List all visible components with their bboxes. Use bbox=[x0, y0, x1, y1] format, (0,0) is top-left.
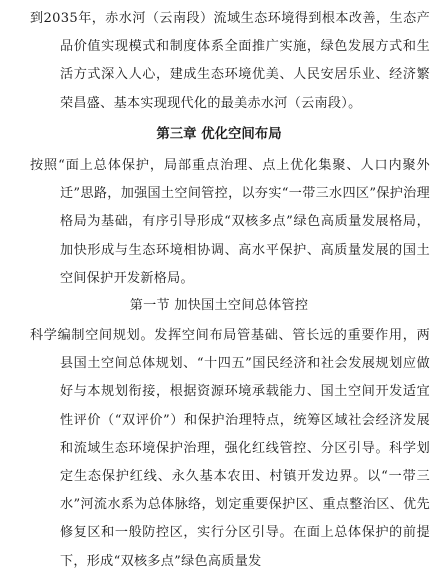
paragraph-spatial-planning: 科学编制空间规划。发挥空间布局管基础、管长远的重要作用，两县国土空间总体规划、“十四五”国民经济和社会发展规划应做好与本规划衔接，根据资源环境承载能力、国土空间开发适宜性评价（“双评价”）和保护治理特点，统筹区域社会经济发展和流域生态环境保护治理，强化红线管控、分区引导。科学划定生态保护红线、永久基本农田、村镇开发边界。以“一带三水”河流水系为总体脉络，划定重要保护区、重点整治区、优先修复区和一般防控区，实行分区引导。在面上总体保护的前提下，形成“双核多点”绿色高质量发 bbox=[30, 328, 430, 569]
paragraph-spatial-layout: 按照“面上总体保护，局部重点治理、点上优化集聚、人口内聚外迁”思路，加强国土空间管控，以夯实“一带三水四区”保护治理格局为基础，有序引导形成“双核多点”绿色高质量发展格局，加快形成与生态环境相协调、高水平保护、高质量发展的国土空间保护开发新格局。 bbox=[30, 158, 430, 286]
paragraph-2035-goal: 到2035年，赤水河（云南段）流域生态环境得到根本改善，生态产品价值实现模式和制度体系全面推广实施，绿色发展方式和生活方式深入人心，建成生态环境优美、人民安居乐业、经济繁荣昌盛、基本实现现代化的最美赤水河（云南段）。 bbox=[30, 11, 430, 111]
chapter-title: 第三章 优化空间布局 bbox=[156, 127, 282, 142]
section-title: 第一节 加快国土空间总体管控 bbox=[129, 298, 309, 313]
